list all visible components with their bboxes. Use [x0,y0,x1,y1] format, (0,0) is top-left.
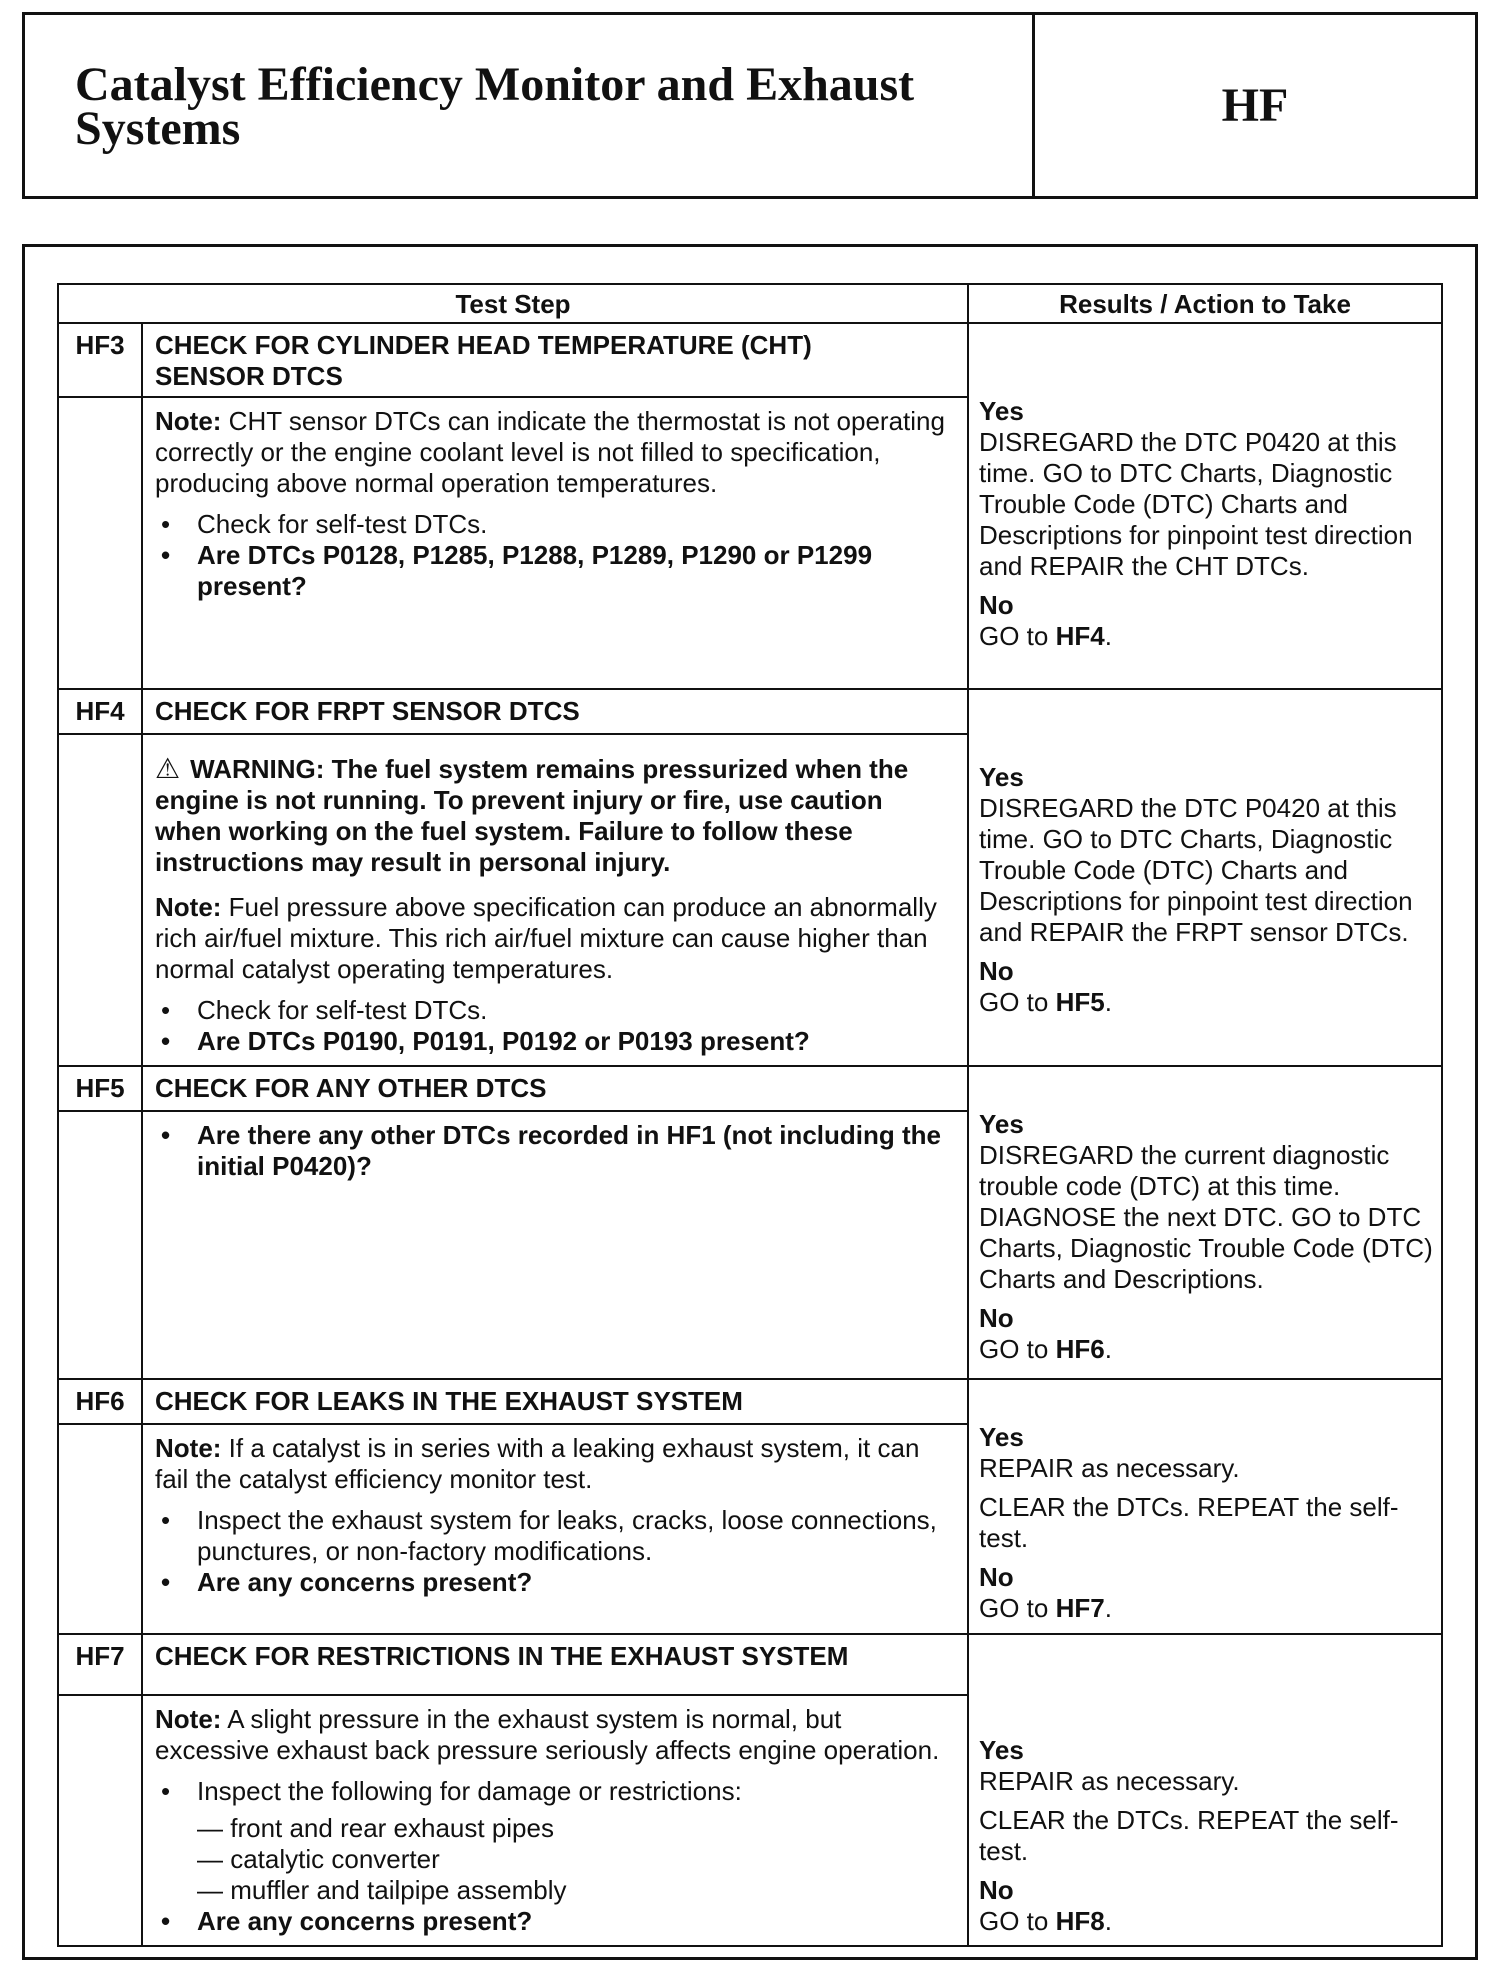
step-id-blank [58,1424,142,1634]
no-label: No [979,956,1014,986]
bullet-list [155,995,955,1057]
yes-label: Yes [979,396,1024,426]
no-action-suffix: . [1104,621,1112,651]
no-action-text: GO to [979,1906,1056,1936]
yes-action-2: CLEAR the DTCs. REPEAT the self-test. [979,1492,1399,1553]
note [155,892,955,985]
next-step-ref: HF4 [1055,621,1105,651]
note [155,1433,955,1495]
yes-action: DISREGARD the current diagnostic trouble code (DTC) at this time. DIAGNOSE the next DTC. GO to DTC Charts, Diagnostic Trouble Code (DTC) Charts and Descriptions. [979,1140,1433,1294]
page-title [25,15,1035,196]
step-id: HF6 [58,1379,142,1424]
note [155,1704,955,1766]
no-label: No [979,1303,1014,1333]
bullet-list [155,1120,955,1182]
bullet-item: • Check for self-test DTCs. [155,995,955,1026]
note-text: A slight pressure in the exhaust system is normal, but excessive exhaust back pressure seriously affects engine operation. [155,1704,940,1765]
table-header-row [58,284,1442,323]
step-hf7-title-row [58,1634,1442,1695]
bullet-item: • Inspect the exhaust system for leaks, cracks, loose connections, punctures, or non-factory modifications. [155,1505,955,1567]
no-action [979,1906,1437,1937]
step-title-line: SENSOR DTCS [155,361,343,391]
warning-triangle-icon: ⚠ [155,753,181,784]
next-step-ref: HF6 [1055,1334,1105,1364]
no-action-suffix: . [1104,1593,1112,1623]
step-id: HF5 [58,1066,142,1111]
no-action [979,1593,1437,1624]
yes-action: DISREGARD the DTC P0420 at this time. GO to DTC Charts, Diagnostic Trouble Code (DTC) Charts and Descriptions for pinpoint test direction and REPAIR the CHT DTCs. [979,427,1413,581]
no-action-text: GO to [979,1593,1056,1623]
page-title-line2: Systems [75,102,241,155]
bullet-question: • Are any concerns present? [155,1906,955,1937]
note-text: CHT sensor DTCs can indicate the thermostat is not operating correctly or the engine coolant level is not filled to specification, producing above normal operation temperatures. [155,406,945,498]
step-id: HF4 [58,689,142,734]
step-hf5-title-row [58,1066,1442,1111]
step-body [142,1695,968,1946]
step-body [142,397,968,689]
column-header-test-step: Test Step [58,284,968,323]
bullet-question: • Are DTCs P0190, P0191, P0192 or P0193 present? [155,1026,955,1057]
step-title: CHECK FOR RESTRICTIONS IN THE EXHAUST SYSTEM [142,1634,968,1695]
step-body [142,1424,968,1634]
bullet-list [155,1906,955,1937]
step-id: HF7 [58,1634,142,1695]
note-label: Note: [155,892,222,922]
test-step-frame [22,244,1478,1960]
no-action [979,1334,1437,1365]
step-hf7-results [968,1634,1442,1946]
sub-list-item: — catalytic converter [197,1844,440,1874]
yes-action: REPAIR as necessary. [979,1453,1240,1483]
yes-label: Yes [979,1735,1024,1765]
column-header-results: Results / Action to Take [968,284,1442,323]
no-action [979,621,1437,652]
sub-list [155,1813,955,1906]
note-label: Note: [155,1704,222,1734]
step-id-blank [58,734,142,1066]
bullet-list [155,1505,955,1598]
step-body [142,734,968,1066]
next-step-ref: HF5 [1055,987,1105,1017]
note-label: Note: [155,406,222,436]
warning-block [155,753,955,878]
note-text: If a catalyst is in series with a leaking exhaust system, it can fail the catalyst efficiency monitor test. [155,1433,920,1494]
no-action-suffix: . [1104,987,1112,1017]
yes-action: DISREGARD the DTC P0420 at this time. GO to DTC Charts, Diagnostic Trouble Code (DTC) Charts and Descriptions for pinpoint test direction and REPAIR the FRPT sensor DTCs. [979,793,1413,947]
note-text: Fuel pressure above specification can produce an abnormally rich air/fuel mixture. This rich air/fuel mixture can cause higher than normal catalyst operating temperatures. [155,892,937,984]
step-hf3-title-row [58,323,1442,397]
step-body [142,1111,968,1379]
no-action-text: GO to [979,1334,1056,1364]
next-step-ref: HF8 [1055,1906,1105,1936]
step-hf4-results [968,689,1442,1066]
sub-list-item: — front and rear exhaust pipes [197,1813,554,1843]
step-hf6-title-row [58,1379,1442,1424]
bullet-question: • Are any concerns present? [155,1567,955,1598]
next-step-ref: HF7 [1055,1593,1105,1623]
page-header [22,12,1478,199]
bullet-question: • Are there any other DTCs recorded in HF1 (not including the initial P0420)? [155,1120,955,1182]
bullet-item: • Inspect the following for damage or restrictions: [155,1776,955,1807]
sub-list-item: — muffler and tailpipe assembly [197,1875,567,1905]
no-action-suffix: . [1104,1334,1112,1364]
yes-action-2: CLEAR the DTCs. REPEAT the self-test. [979,1805,1399,1866]
step-title-line: CHECK FOR CYLINDER HEAD TEMPERATURE (CHT) [155,330,812,360]
page-title-line1: Catalyst Efficiency Monitor and Exhaust [75,58,915,111]
bullet-list [155,1776,955,1807]
step-title: CHECK FOR ANY OTHER DTCS [142,1066,968,1111]
step-hf4-title-row [58,689,1442,734]
no-action-suffix: . [1104,1906,1112,1936]
yes-label: Yes [979,1109,1024,1139]
bullet-question: • Are DTCs P0128, P1285, P1288, P1289, P1290 or P1299 present? [155,540,955,602]
yes-label: Yes [979,762,1024,792]
step-id-blank [58,397,142,689]
bullet-item: • Check for self-test DTCs. [155,509,955,540]
note [155,406,955,499]
step-id-blank [58,1111,142,1379]
bullet-list [155,509,955,602]
warning-text: WARNING: The fuel system remains pressurized when the engine is not running. To prevent injury or fire, use caution when working on the fuel system. Failure to follow these instructions may result in personal injury. [155,754,909,877]
yes-action: REPAIR as necessary. [979,1766,1240,1796]
no-label: No [979,590,1014,620]
step-hf3-results [968,323,1442,689]
note-label: Note: [155,1433,222,1463]
step-title [142,323,968,397]
step-id-blank [58,1695,142,1946]
step-hf6-results [968,1379,1442,1634]
no-label: No [979,1562,1014,1592]
step-title: CHECK FOR LEAKS IN THE EXHAUST SYSTEM [142,1379,968,1424]
yes-label: Yes [979,1422,1024,1452]
step-id: HF3 [58,323,142,397]
step-hf5-results [968,1066,1442,1379]
no-action-text: GO to [979,987,1056,1017]
step-title: CHECK FOR FRPT SENSOR DTCS [142,689,968,734]
no-label: No [979,1875,1014,1905]
section-code: HF [1221,79,1289,132]
no-action [979,987,1437,1018]
test-step-table [57,283,1443,1947]
no-action-text: GO to [979,621,1056,651]
